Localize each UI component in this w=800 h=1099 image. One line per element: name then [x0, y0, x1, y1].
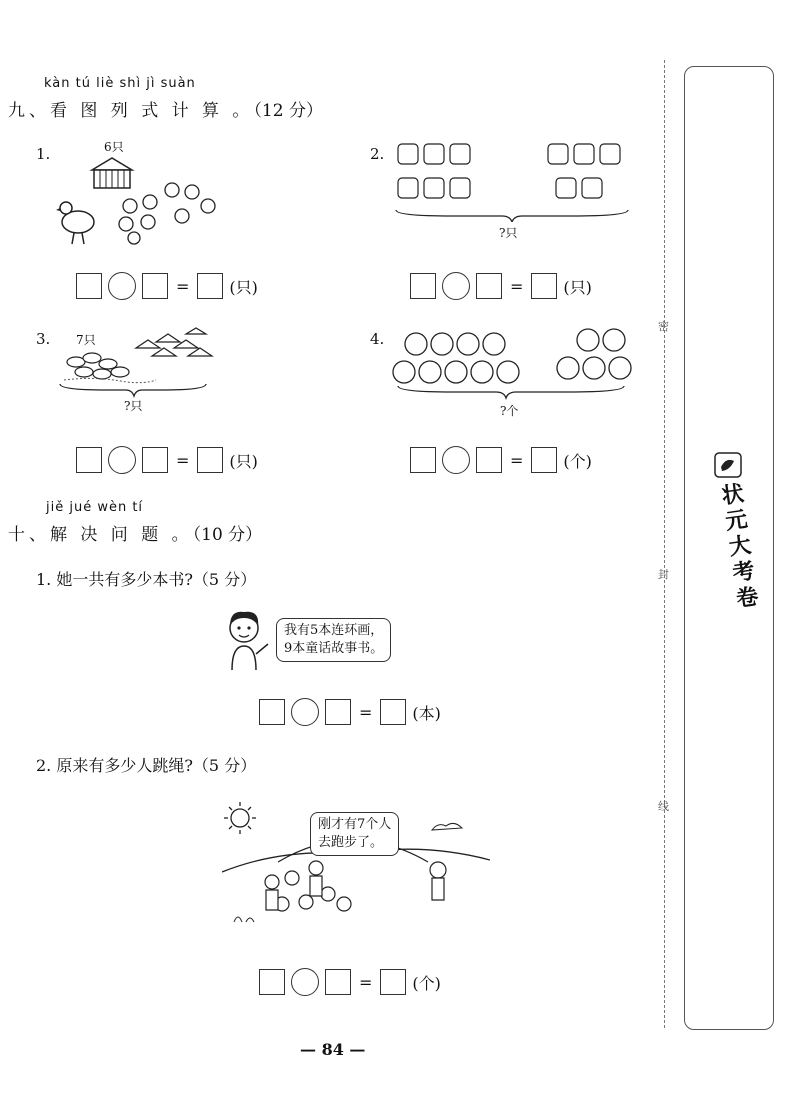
grass-icon: [234, 917, 254, 922]
question2-equation: [259, 968, 441, 996]
binding-dashed-line: [664, 60, 665, 1028]
result-box[interactable]: [197, 273, 223, 299]
unit-label: (个): [412, 973, 441, 993]
operator-circle[interactable]: [108, 446, 136, 474]
speech-bubble-child: [310, 812, 399, 856]
operator-circle[interactable]: [108, 272, 136, 300]
deer-group-right-icon: [548, 144, 620, 198]
result-box[interactable]: [380, 969, 406, 995]
brace-icon: [398, 386, 624, 398]
problem1-equation: [76, 272, 258, 300]
operator-circle[interactable]: [291, 968, 319, 996]
equals-sign: =: [359, 702, 373, 722]
seal-mark-mi: 密: [658, 320, 669, 333]
chicks-icon: [119, 183, 215, 244]
problem3-label: ?只: [124, 399, 143, 413]
problem3-equation: [76, 446, 258, 474]
unit-label: (只): [563, 277, 592, 297]
equals-sign: =: [176, 276, 190, 296]
question1-equation: [259, 698, 441, 726]
section9-pinyin: kàn tú liè shì jì suàn: [44, 76, 196, 91]
seal-mark-xian: 线: [658, 800, 669, 813]
unit-label: (本): [412, 703, 441, 723]
section9-score: （12 分）: [253, 101, 323, 121]
speech-line: 我有5本连环画，: [284, 623, 384, 638]
equals-sign: =: [359, 972, 373, 992]
brace-icon: [60, 384, 206, 396]
problem2-equation: [410, 272, 592, 300]
sun-icon: [224, 802, 256, 834]
problem3-illustration: [56, 326, 216, 398]
result-box[interactable]: [197, 447, 223, 473]
apples-left-icon: [393, 333, 519, 383]
speech-line: 去跑步了。: [318, 835, 384, 850]
answer-box[interactable]: [76, 273, 102, 299]
problem1-illustration: [56, 150, 226, 250]
section9-heading: [8, 96, 323, 121]
section10-heading: [8, 520, 262, 545]
answer-box[interactable]: [410, 273, 436, 299]
problem3-top-label: 7只: [76, 333, 96, 347]
result-box[interactable]: [380, 699, 406, 725]
cloud-icon: [432, 823, 462, 830]
children-icon: [265, 861, 446, 911]
unit-label: (只): [229, 451, 258, 471]
problem2-label: ?只: [499, 226, 518, 240]
equals-sign: =: [510, 450, 524, 470]
apples-right-icon: [557, 329, 631, 379]
problem1-label: 6只: [104, 140, 124, 154]
problem4-label: ?个: [500, 404, 519, 418]
problem4-illustration: [392, 326, 632, 402]
result-box[interactable]: [531, 447, 557, 473]
section10-pinyin: jiě jué wèn tí: [46, 500, 144, 515]
answer-box[interactable]: [476, 273, 502, 299]
seal-mark-feng: 封: [658, 568, 669, 581]
answer-box[interactable]: [325, 969, 351, 995]
equals-sign: =: [510, 276, 524, 296]
answer-box[interactable]: [76, 447, 102, 473]
operator-circle[interactable]: [291, 698, 319, 726]
deer-group-left-icon: [398, 144, 470, 198]
operator-circle[interactable]: [442, 446, 470, 474]
speech-line: 9本童话故事书。: [284, 641, 384, 656]
brace-icon: [396, 210, 628, 222]
answer-box[interactable]: [259, 699, 285, 725]
equals-sign: =: [176, 450, 190, 470]
answer-box[interactable]: [259, 969, 285, 995]
section10-title: 十、解 决 问 题 。: [8, 525, 193, 545]
question1-text: 1. 她一共有多少本书?（5 分）: [36, 570, 257, 589]
problem3-number: 3.: [36, 330, 51, 348]
answer-box[interactable]: [325, 699, 351, 725]
unit-label: (只): [229, 277, 258, 297]
operator-circle[interactable]: [442, 272, 470, 300]
ducks-swimming-icon: [67, 353, 129, 379]
brand-logo-icon: [714, 452, 746, 480]
ducks-flying-icon: [136, 328, 212, 356]
problem2-illustration: [392, 138, 632, 222]
hut-icon: [92, 158, 132, 188]
problem4-number: 4.: [370, 330, 385, 348]
answer-box[interactable]: [476, 447, 502, 473]
problem2-number: 2.: [370, 145, 385, 163]
problem1-number: 1.: [36, 145, 51, 163]
result-box[interactable]: [531, 273, 557, 299]
section10-score: （10 分）: [192, 525, 263, 545]
question2-text: 2. 原来有多少人跳绳?（5 分）: [36, 756, 257, 775]
problem4-equation: [410, 446, 592, 474]
answer-box[interactable]: [410, 447, 436, 473]
unit-label: (个): [563, 451, 592, 471]
answer-box[interactable]: [142, 447, 168, 473]
speech-bubble-girl: [276, 618, 391, 662]
girl-illustration: [220, 606, 272, 672]
answer-box[interactable]: [142, 273, 168, 299]
brand-name: 状元大考卷: [720, 480, 760, 613]
section9-title: 九、看 图 列 式 计 算 。: [8, 101, 254, 121]
speech-line: 刚才有7个人: [318, 817, 392, 832]
page-number: — 84 —: [300, 1040, 366, 1059]
hen-icon: [56, 202, 94, 244]
